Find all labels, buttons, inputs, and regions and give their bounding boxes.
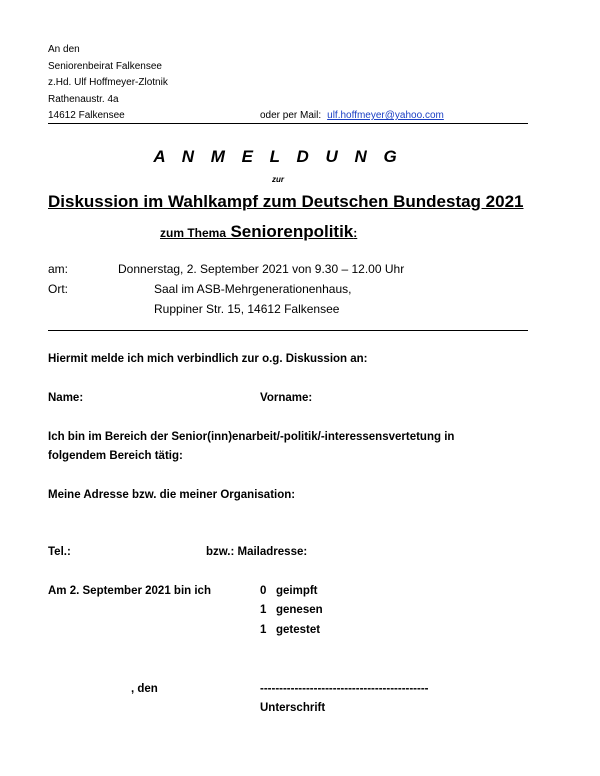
divider-top: [48, 123, 528, 124]
mail-contact-label: oder per Mail:: [260, 110, 322, 121]
event-topic: [160, 222, 357, 242]
phone-label: Tel.:: [48, 546, 71, 558]
status-recovered: 1 genesen: [260, 604, 323, 616]
date-value: Donnerstag, 2. September 2021 von 9.30 – 12.00 Uhr: [118, 262, 405, 276]
title-connector: zur: [272, 175, 284, 184]
location-line-1: Saal im ASB-Mehrgenerationenhaus,: [154, 282, 352, 296]
event-subject: Diskussion im Wahlkampf zum Deutschen Bundestag 2021: [48, 192, 524, 211]
location-line-2: Ruppiner Str. 15, 14612 Falkensee: [154, 302, 340, 316]
mail-contact: [260, 110, 444, 121]
address-line-2: Seniorenbeirat Falkensee: [48, 61, 162, 72]
status-vaccinated: 0 geimpft: [260, 585, 318, 597]
topic-main: Seniorenpolitik: [230, 222, 354, 241]
first-name-label: Vorname:: [260, 392, 313, 404]
date-label: am:: [48, 262, 69, 276]
place-date-label: , den: [131, 683, 158, 695]
registration-intro: Hiermit melde ich mich verbindlich zur o.g. Diskussion an:: [48, 353, 368, 365]
signature-line: --------------------------------------------: [260, 683, 429, 695]
address-line-1: An den: [48, 44, 80, 55]
field-of-work-line-1: Ich bin im Bereich der Senior(inn)enarbeit/-politik/-interessensvertetung in: [48, 431, 455, 443]
address-line-3: z.Hd. Ulf Hoffmeyer-Zlotnik: [48, 77, 168, 88]
topic-prefix: zum Thema: [160, 226, 227, 240]
location-label: Ort:: [48, 282, 68, 296]
address-label: Meine Adresse bzw. die meiner Organisation:: [48, 489, 296, 501]
mail-link[interactable]: ulf.hoffmeyer@yahoo.com: [327, 110, 444, 121]
name-label: Name:: [48, 392, 84, 404]
field-of-work-line-2: folgendem Bereich tätig:: [48, 450, 183, 462]
address-line-5: 14612 Falkensee: [48, 110, 125, 121]
signature-label: Unterschrift: [260, 702, 326, 714]
address-line-4: Rathenaustr. 4a: [48, 94, 119, 105]
status-tested: 1 getestet: [260, 624, 321, 636]
email-label: bzw.: Mailadresse:: [206, 546, 308, 558]
divider-middle: [48, 330, 528, 331]
status-label: Am 2. September 2021 bin ich: [48, 585, 211, 597]
topic-suffix: :: [353, 226, 358, 240]
page-title: A N M E L D U N G: [153, 147, 403, 166]
